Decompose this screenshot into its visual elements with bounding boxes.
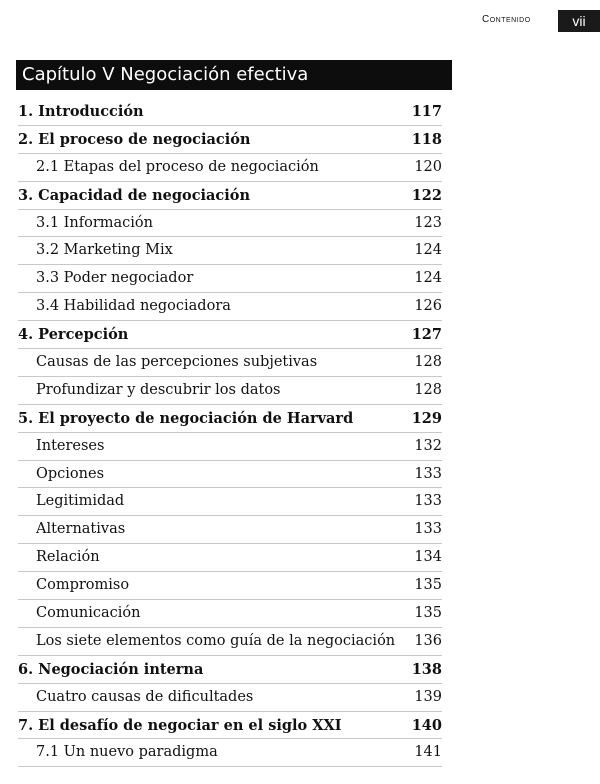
toc-entry-label: 6. Negociación interna [18, 660, 204, 678]
row-divider [18, 766, 442, 767]
toc-entry[interactable] [18, 544, 442, 572]
toc-entry[interactable] [18, 516, 442, 544]
toc-entry[interactable] [18, 377, 442, 405]
toc-entry-label: 3.1 Información [36, 214, 153, 231]
toc-entry-label: 3.2 Marketing Mix [36, 242, 173, 259]
toc-entry-page: 136 [414, 632, 442, 649]
toc-entry[interactable] [18, 488, 442, 516]
toc-entry-page: 138 [411, 660, 442, 678]
toc-entry[interactable] [18, 210, 442, 238]
toc-entry[interactable] [18, 293, 442, 321]
toc-entry-label: Compromiso [36, 577, 130, 594]
toc-entry-page: 128 [414, 381, 442, 398]
toc-entry[interactable] [18, 405, 442, 433]
toc-entry-page: 140 [411, 716, 442, 734]
toc-entry-label: 3.3 Poder negociador [36, 270, 194, 287]
toc-entry[interactable] [18, 433, 442, 461]
toc-entry-label: 7. El desafío de negociar en el siglo XXI [18, 716, 342, 734]
toc-entry-label: 1. Introducción [18, 103, 144, 120]
toc-entry[interactable] [18, 656, 442, 684]
toc-entry[interactable] [18, 684, 442, 712]
toc-entry-label: Cuatro causas de dificultades [36, 688, 254, 705]
toc-entry-page: 126 [414, 298, 442, 315]
toc-entry-label: Causas de las percepciones subjetivas [36, 354, 318, 371]
toc-entry-label: Opciones [36, 465, 105, 482]
toc-entry-label: Intereses [36, 437, 105, 454]
header-label: Contenido [482, 14, 531, 25]
toc-entry-page: 135 [414, 577, 442, 594]
toc-entry-page: 120 [414, 158, 442, 175]
toc-entry-page: 124 [414, 270, 442, 287]
toc-entry[interactable] [18, 321, 442, 349]
toc-entry-label: Legitimidad [36, 493, 125, 510]
toc-entry-page: 141 [414, 744, 442, 761]
toc-entry-page: 133 [414, 493, 442, 510]
header-page-number: vii [558, 10, 600, 32]
toc-entry[interactable] [18, 349, 442, 377]
toc-entry-label: 5. El proyecto de negociación de Harvard [18, 409, 354, 427]
toc-entry-label: 7.1 Un nuevo paradigma [36, 744, 218, 761]
toc-entry-page: 133 [414, 465, 442, 482]
toc-entry-page: 129 [411, 409, 442, 427]
toc-entry-page: 117 [411, 103, 442, 120]
toc-entry[interactable] [18, 237, 442, 265]
toc-entry[interactable] [18, 126, 442, 154]
toc-entry-label: Comunicación [36, 605, 141, 622]
toc-entry-label: 4. Percepción [18, 326, 129, 344]
toc-entry-page: 118 [411, 130, 442, 148]
toc-entry-label: 3.4 Habilidad negociadora [36, 298, 231, 315]
toc-entry-page: 132 [414, 437, 442, 454]
toc-entry-label: 2. El proceso de negociación [18, 130, 251, 148]
toc-entry-page: 133 [414, 521, 442, 538]
toc-entry[interactable] [18, 182, 442, 210]
toc-entry-page: 139 [414, 688, 442, 705]
toc-entry-page: 134 [414, 549, 442, 566]
toc-entry[interactable] [18, 154, 442, 182]
toc-entry-label: Relación [36, 549, 100, 566]
toc-entry[interactable] [18, 712, 442, 740]
toc-entry[interactable] [18, 600, 442, 628]
toc-entry-page: 123 [414, 214, 442, 231]
chapter-title: Capítulo V Negociación efectiva [16, 60, 452, 90]
toc-entry[interactable] [18, 461, 442, 489]
toc-entry[interactable] [18, 98, 442, 126]
toc-entry-label: 2.1 Etapas del proceso de negociación [36, 158, 319, 175]
table-of-contents [18, 98, 442, 767]
toc-entry-label: Alternativas [36, 521, 126, 538]
toc-entry[interactable] [18, 572, 442, 600]
toc-entry-page: 127 [411, 326, 442, 344]
toc-entry[interactable] [18, 739, 442, 767]
toc-entry-page: 124 [414, 242, 442, 259]
toc-entry-page: 128 [414, 354, 442, 371]
toc-entry-page: 122 [411, 186, 442, 204]
toc-entry-label: Profundizar y descubrir los datos [36, 381, 281, 398]
running-header [470, 10, 600, 32]
toc-entry-label: 3. Capacidad de negociación [18, 186, 250, 204]
toc-entry[interactable] [18, 265, 442, 293]
toc-entry[interactable] [18, 628, 442, 656]
toc-entry-page: 135 [414, 605, 442, 622]
toc-entry-label: Los siete elementos como guía de la negociación [36, 632, 396, 649]
